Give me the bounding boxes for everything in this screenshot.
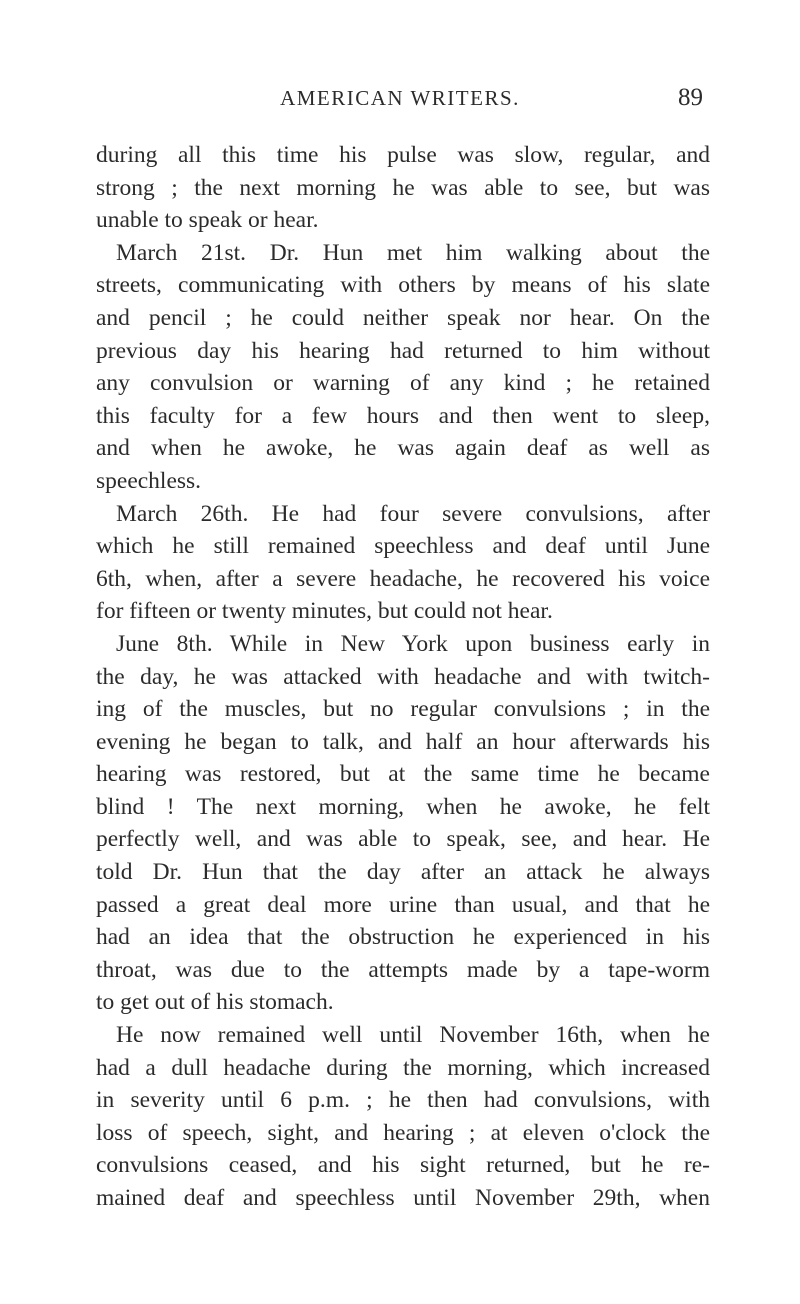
- text-line: and when he awoke, he was again deaf as well as: [96, 435, 710, 462]
- text-line: unable to speak or hear.: [96, 207, 319, 234]
- text-line: strong ; the next morning he was able to see, but was: [96, 174, 710, 201]
- page-number: 89: [678, 84, 703, 111]
- text-line: had a dull headache during the morning, which increased: [96, 1054, 710, 1081]
- text-line: passed a great deal more urine than usual, and that he: [96, 891, 710, 918]
- text-line: in severity until 6 p.m. ; he then had convulsions, with: [96, 1087, 710, 1114]
- text-line: ing of the muscles, but no regular convulsions ; in the: [96, 696, 710, 723]
- text-line: speechless.: [96, 467, 202, 494]
- text-line: had an idea that the obstruction he experienced in his: [96, 924, 710, 951]
- text-line: any convulsion or warning of any kind ; he retained: [96, 370, 710, 397]
- text-line: this faculty for a few hours and then went to sleep,: [96, 402, 710, 429]
- text-line: March 21st. Dr. Hun met him walking about the: [116, 239, 710, 266]
- text-line: throat, was due to the attempts made by a tape-worm: [96, 956, 710, 983]
- text-line: previous day his hearing had returned to him without: [96, 337, 710, 364]
- text-line: June 8th. While in New York upon business early in: [116, 630, 710, 657]
- text-line: 6th, when, after a severe headache, he recovered his voice: [96, 565, 710, 592]
- text-line: loss of speech, sight, and hearing ; at eleven o'clock the: [96, 1119, 710, 1146]
- body-text: [96, 139, 710, 1215]
- running-title: AMERICAN WRITERS.: [280, 86, 520, 110]
- text-line: to get out of his stomach.: [96, 989, 334, 1016]
- text-line: convulsions ceased, and his sight returned, but he re-: [96, 1152, 710, 1179]
- text-line: March 26th. He had four severe convulsions, after: [116, 500, 710, 527]
- text-line: evening he began to talk, and half an hour afterwards his: [96, 728, 710, 755]
- text-line: and pencil ; he could neither speak nor hear. On the: [96, 304, 710, 331]
- text-line: perfectly well, and was able to speak, see, and hear. He: [96, 826, 710, 853]
- running-head: [0, 86, 800, 116]
- text-line: mained deaf and speechless until November 29th, when: [96, 1185, 710, 1211]
- text-line: blind ! The next morning, when he awoke, he felt: [96, 793, 710, 820]
- text-line: during all this time his pulse was slow, regular, and: [96, 142, 710, 168]
- text-line: the day, he was attacked with headache and with twitch-: [96, 663, 710, 690]
- text-line: which he still remained speechless and deaf until June: [96, 533, 710, 560]
- text-line: streets, communicating with others by means of his slate: [96, 272, 710, 299]
- text-line: for fifteen or twenty minutes, but could not hear.: [96, 598, 553, 625]
- text-line: He now remained well until November 16th, when he: [116, 1022, 710, 1049]
- text-line: hearing was restored, but at the same time he became: [96, 761, 710, 788]
- text-line: told Dr. Hun that the day after an attack he always: [96, 859, 710, 886]
